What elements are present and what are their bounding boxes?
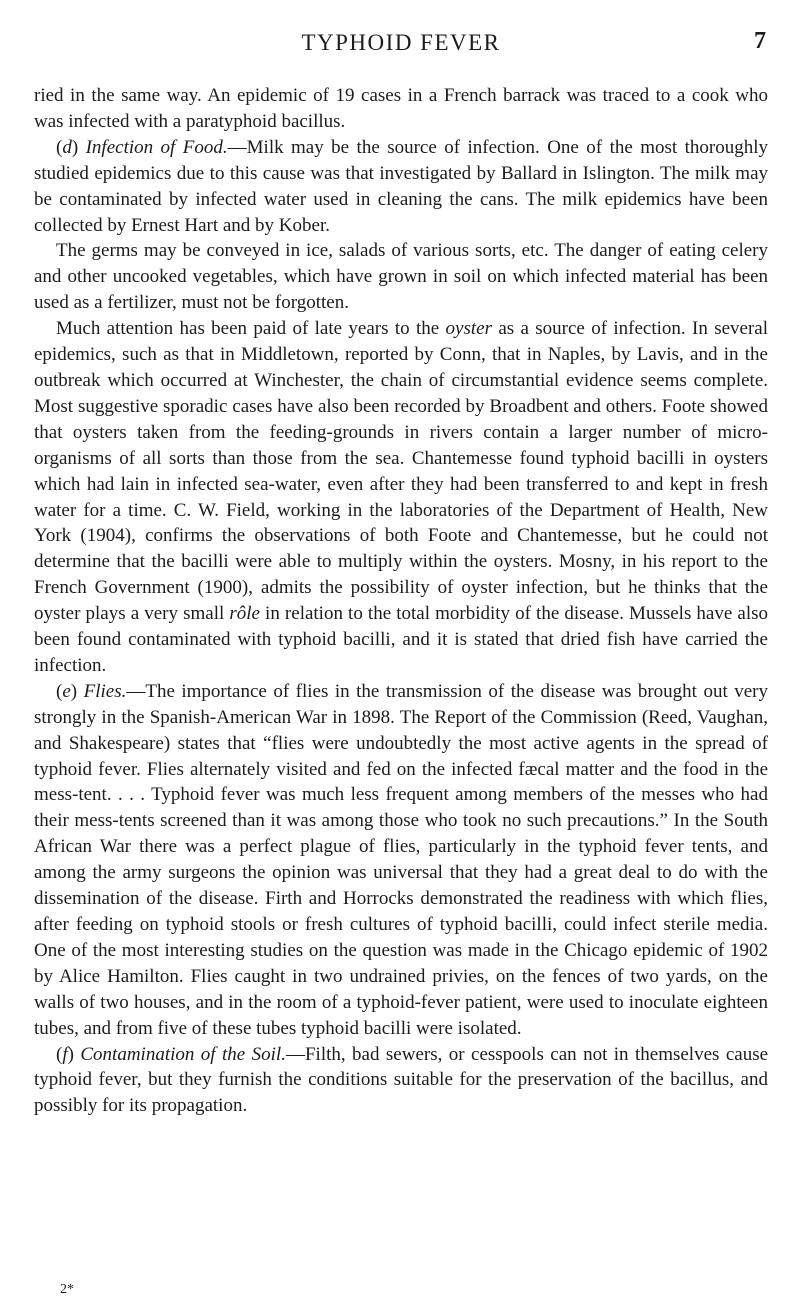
section-heading: Infection of Food.	[85, 136, 228, 158]
section-heading: Flies.	[83, 680, 127, 702]
section-label: d	[62, 136, 72, 158]
section-label: f	[62, 1043, 68, 1065]
body-text	[34, 83, 768, 1119]
running-head: TYPHOID FEVER	[301, 30, 501, 55]
paragraph-text: ried in the same way. An epidemic of 19 cases in a French barrack was traced to a cook who was infected with a paratyphoid bacillus.	[34, 85, 768, 132]
section-infection-of-food: (d) Infection of Food.—Milk may be the source of infection. One of the most thoroughly studied epidemics due to this cause was that investigated by Ballard in Islington. The milk may be contaminated by infected water used in cleaning the cans. The milk epidemics have been collected by Ernest Hart and by Kober.	[34, 136, 768, 236]
paragraph-oyster	[34, 316, 768, 679]
signature-mark: 2*	[60, 1282, 74, 1297]
paragraph-text: in relation to the total morbidity of the disease. Mussels have also been found contaminated with typhoid bacilli, and it is stated that dried fish have carried the infection.	[34, 603, 768, 676]
paragraph-text: Much attention has been paid of late years to the	[56, 318, 446, 340]
emphasis: oyster	[445, 318, 492, 340]
paragraph-text: as a source of infection. In several epidemics, such as that in Middletown, reported by Conn, that in Naples, by Lavis, and in the outbreak which occurred at Winchester, the chain of circumstantial evidence seems complete. Most suggestive sporadic cases have also been recorded by Broadbent and others. Foote showed that oysters taken from the feeding-grounds in rivers contain a larger number of micro-organisms of all sorts than those from the sea. Chantemesse found typhoid bacilli in oysters which had lain in infected sea-water, even after they had been transferred to and kept in fresh water for a time. C. W. Field, working in the laboratories of the Department of Health, New York (1904), confirms the observations of both Foote and Chantemesse, but he could not determine that the bacilli were able to multiply within the oysters. Mosny, in his report to the French Government (1900), admits the possibility of oyster infection, but he thinks that the oyster plays a very small	[34, 318, 768, 625]
section-contamination-of-soil: (f) Contamination of the Soil.—Filth, bad sewers, or cesspools can not in themselves cause typhoid fever, but they furnish the conditions suitable for the preservation of the bacillus, and possibly for its propagation.	[34, 1043, 769, 1117]
paragraph-text: —Filth, bad sewers, or cesspools can not in themselves cause typhoid fever, but they furnish the conditions suitable for the preservation of the bacillus, and possibly for its propagation.	[34, 1043, 769, 1117]
paragraph	[34, 83, 768, 135]
section-label: e	[62, 680, 71, 702]
section-flies: (e) Flies.—The importance of flies in the transmission of the disease was brought out very strongly in the Spanish-American War in 1898. The Report of the Commission (Reed, Vaughan, and Shakespeare) states that “flies were undoubtedly the most active agents in the spread of typhoid fever. Flies alternately visited and fed on the infected fæcal matter and the food in the mess-tent. . . . Typhoid fever was much less frequent among members of the messes who had their mess-tents screened than it was among those who took no such precautions.” In the South African War there was a perfect plague of flies, particularly in the typhoid fever tents, and among the army surgeons the opinion was universal that they had a great deal to do with the dissemination of the disease. Firth and Horrocks demonstrated the readiness with which flies, after feeding on typhoid stools or fresh cultures of typhoid bacilli, could infect sterile media. One of the most interesting studies on the question was made in the Chicago epidemic of 1902 by Alice Hamilton. Flies caught in two undrained privies, on the fences of two yards, on the walls of two houses, and in the room of a typhoid-fever patient, were used to inoculate eighteen tubes, and from five of these tubes typhoid bacilli were isolated.	[34, 680, 768, 1039]
paragraph	[34, 238, 768, 316]
page-number: 7	[754, 28, 766, 54]
paragraph-text: —Milk may be the source of infection. One of the most thoroughly studied epidemics due to this cause was that investigated by Ballard in Islington. The milk may be contaminated by infected water used in cleaning the cans. The milk epidemics have been collected by Ernest Hart and by Kober.	[34, 136, 768, 236]
section-heading: Contamination of the Soil.	[80, 1043, 286, 1065]
paragraph-text: The germs may be conveyed in ice, salads of various sorts, etc. The danger of eating celery and other uncooked vegetables, which have grown in soil on which infected material has been used as a fertilizer, must not be forgotten.	[34, 240, 768, 314]
page-header	[34, 26, 768, 66]
paragraph-text: —The importance of flies in the transmission of the disease was brought out very strongly in the Spanish-American War in 1898. The Report of the Commission (Reed, Vaughan, and Shakespeare) states that “flies were undoubtedly the most active agents in the spread of typhoid fever. Flies alternately visited and fed on the infected fæcal matter and the food in the mess-tent. . . . Typhoid fever was much less frequent among members of the messes who had their mess-tents screened than it was among those who took no such precautions.” In the South African War there was a perfect plague of flies, particularly in the typhoid fever tents, and among the army surgeons the opinion was universal that they had a great deal to do with the dissemination of the disease. Firth and Horrocks demonstrated the readiness with which flies, after feeding on typhoid stools or fresh cultures of typhoid bacilli, could infect sterile media. One of the most interesting studies on the question was made in the Chicago epidemic of 1902 by Alice Hamilton. Flies caught in two undrained privies, on the fences of two yards, on the walls of two houses, and in the room of a typhoid-fever patient, were used to inoculate eighteen tubes, and from five of these tubes typhoid bacilli were isolated.	[34, 680, 768, 1039]
emphasis: rôle	[229, 603, 260, 625]
